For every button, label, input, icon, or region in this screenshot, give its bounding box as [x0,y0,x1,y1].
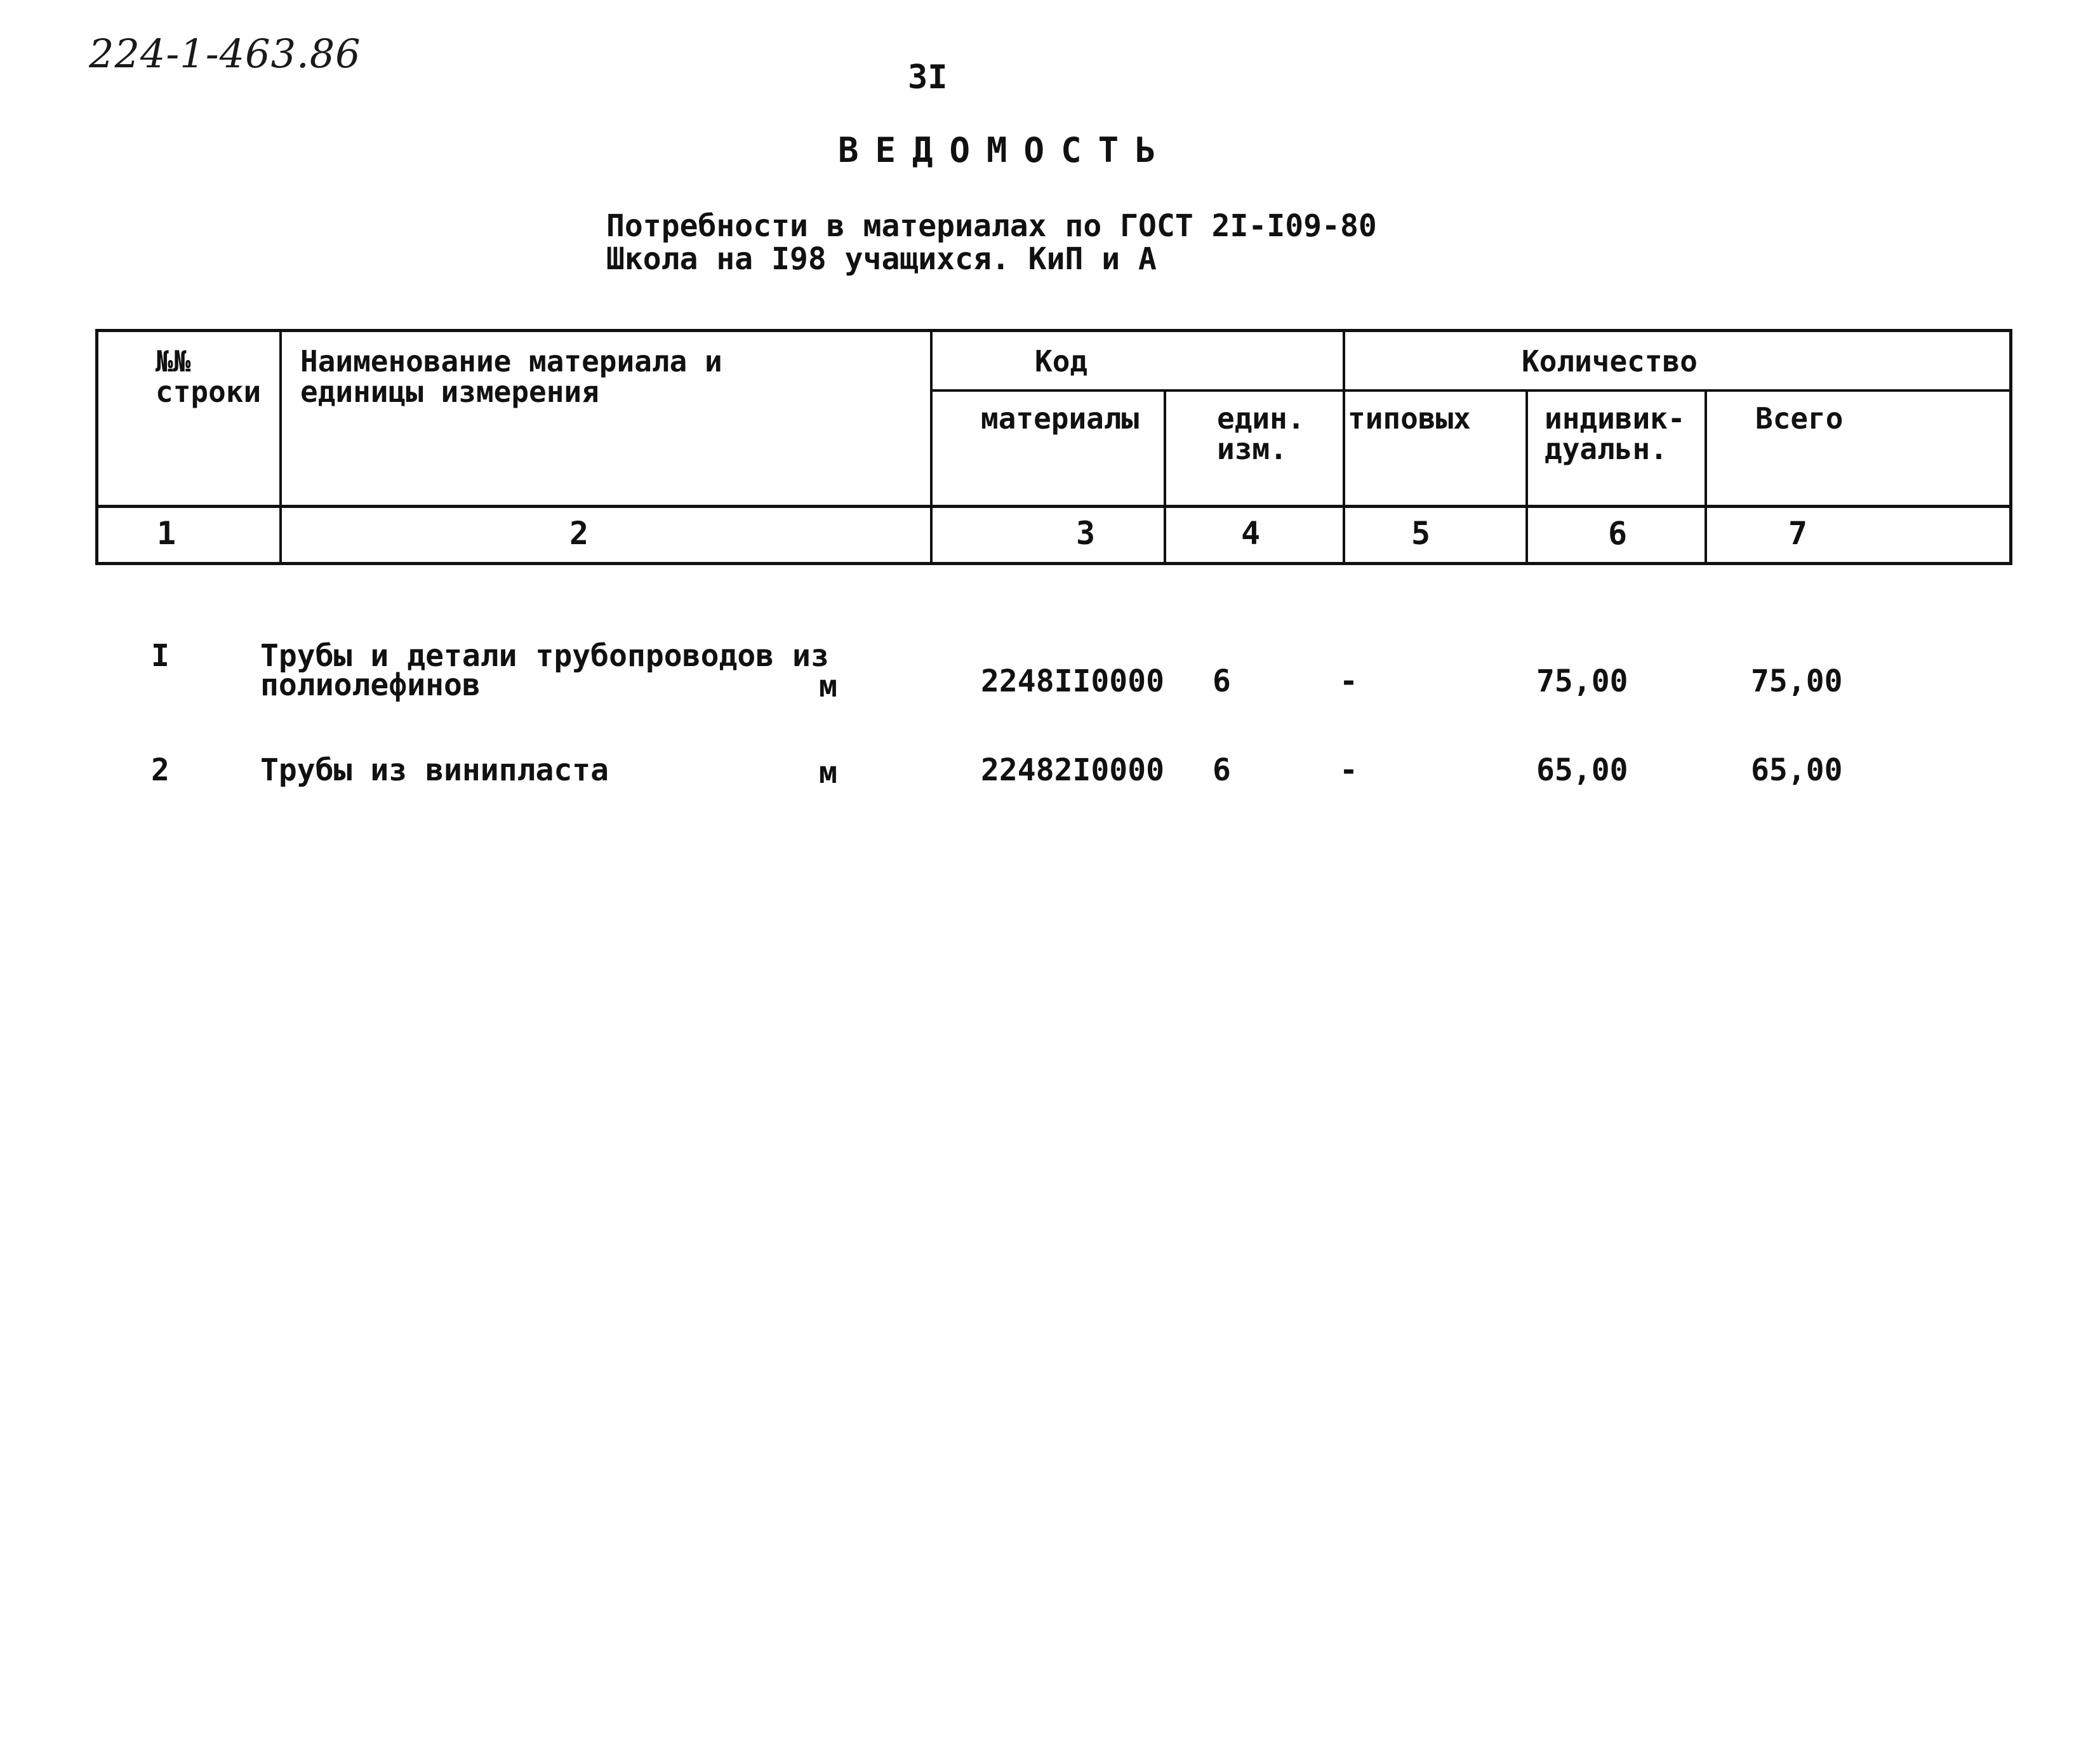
quantity-total: 65,00 [1751,752,1843,788]
column-number-2: 2 [569,515,589,552]
material-code: 2248II0000 [981,664,1164,699]
quantity-typical: - [1339,664,1358,699]
subtitle-line-1: Потребности в материалах по ГОСТ 2I-I09-80 [606,208,1377,244]
column-number-7: 7 [1788,515,1808,552]
quantity-total: 75,00 [1751,664,1843,699]
header-quantity-group: Количество [1522,344,1698,378]
row-number: I [151,638,169,674]
material-code: 22482I0000 [981,752,1164,788]
unit: м [819,669,837,704]
header-row-number: №№ строки [156,344,262,409]
column-number-5: 5 [1411,515,1431,552]
header-code-unit: един. изм. [1217,401,1305,466]
column-number-4: 4 [1241,515,1261,552]
header-code-material: материалы [981,401,1140,436]
subtitle-line-2: Школа на I98 учащихся. КиП и А [606,241,1157,277]
column-number-3: 3 [1076,515,1096,552]
column-number-1: 1 [157,515,176,552]
quantity-individual: 65,00 [1536,752,1628,788]
material-name: Трубы из винипласта [260,752,609,788]
header-quantity-typical: типовых [1348,401,1471,436]
unit-code: 6 [1213,752,1231,788]
column-number-6: 6 [1608,515,1628,552]
quantity-individual: 75,00 [1536,664,1628,699]
header-material-name: Наименование материала и единицы измерения [300,344,722,409]
header-quantity-individual: индивик- дуальн. [1545,401,1685,466]
unit-code: 6 [1213,664,1231,699]
row-number: 2 [151,752,169,788]
page-number: 3I [908,58,948,97]
material-name: Трубы и детали трубопроводов из полиолефинов [260,638,829,703]
quantity-typical: - [1339,752,1358,788]
header-quantity-total: Всего [1755,401,1844,436]
header-code-group: Код [1035,344,1088,378]
unit: м [819,755,837,791]
document-title: ВЕДОМОСТЬ [838,130,1173,170]
document-code: 224-1-463.86 [89,30,361,77]
header-table [95,329,2012,565]
